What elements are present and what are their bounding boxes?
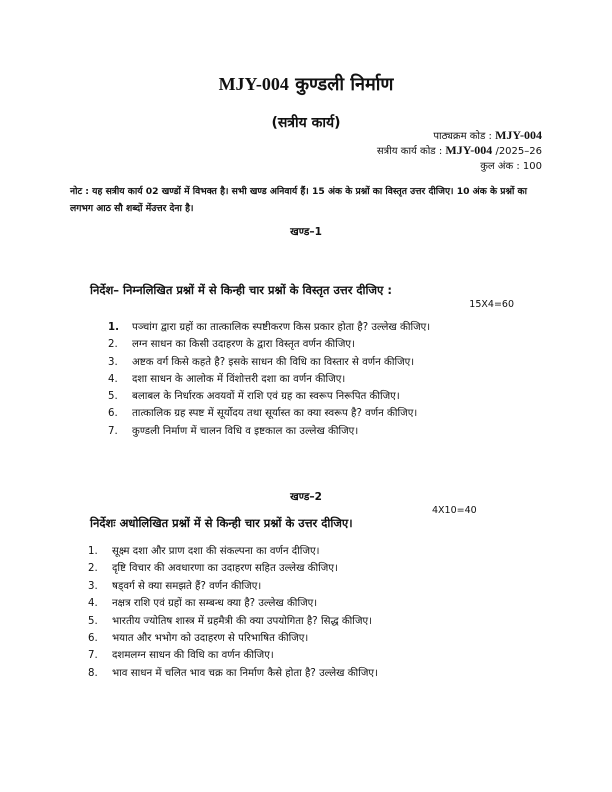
total-marks-value: 100 — [522, 161, 542, 172]
question-number: 3. — [88, 580, 98, 592]
question-text: षड्वर्ग से क्या समझते हैं? वर्णन कीजिए। — [112, 580, 262, 592]
page-title — [0, 72, 612, 96]
question-text: तात्कालिक ग्रह स्पष्ट में सूर्योदय तथा सूर्यास्त का क्या स्वरूप है? वर्णन कीजिए। — [132, 408, 418, 420]
course-code-line — [433, 128, 542, 143]
section-1-heading: खण्ड–1 — [290, 226, 322, 238]
question-number: 4. — [88, 598, 98, 610]
question-number: 7. — [108, 425, 118, 437]
question-text: नक्षत्र राशि एवं ग्रहों का सम्बन्ध क्या है? उल्लेख कीजिए। — [112, 598, 318, 610]
question-text: भाव साधन में चलित भाव चक्र का निर्माण कैसे होता है? उल्लेख कीजिए। — [112, 667, 378, 679]
question-text: कुण्डली निर्माण में चालन विधि व इष्टकाल का उल्लेख कीजिए। — [132, 425, 359, 437]
section-2-marks: 4X10=40 — [432, 505, 477, 516]
course-code-label: पाठ्यक्रम कोड : — [433, 131, 492, 142]
question-text: अष्टक वर्ग किसे कहते है? इसके साधन की विधि का विस्तार से वर्णन कीजिए। — [132, 356, 415, 368]
question-text: दृष्टि विचार की अवधारणा का उदाहरण सहित उल्लेख कीजिए। — [112, 563, 338, 575]
section-2-heading: खण्ड–2 — [290, 491, 322, 503]
page-subtitle: (सत्रीय कार्य) — [271, 115, 341, 131]
question-text: पञ्चांग द्वारा ग्रहों का तात्कालिक स्पष्टीकरण किस प्रकार होता है? उल्लेख कीजिए। — [132, 322, 431, 333]
question-number: 1. — [88, 546, 98, 557]
section-1-marks: 15X4=60 — [469, 299, 514, 310]
question-text: दशा साधन के आलोक में विंशोत्तरी दशा का वर्णन कीजिए। — [132, 373, 346, 385]
question-number: 6. — [88, 632, 98, 644]
assignment-code-line — [377, 143, 542, 158]
course-name-title: कुण्डली निर्माण — [295, 74, 394, 95]
question-number: 5. — [88, 615, 98, 627]
total-marks-label: कुल अंक : — [480, 161, 520, 172]
section-2-instruction: निर्देशः अधोलिखित प्रश्नों में से किन्ही चार प्रश्नों के उत्तर दीजिए। — [90, 516, 353, 530]
assignment-code-value: MJY-004 — [445, 143, 493, 157]
question-text: लग्न साधन का किसी उदाहरण के द्वारा विस्तृत वर्णन कीजिए। — [132, 339, 355, 351]
question-number: 3. — [108, 356, 118, 368]
question-text: बलाबल के निर्धारक अवयवों में राशि एवं ग्रह का स्वरूप निरूपित कीजिए। — [132, 391, 400, 403]
section-1-instruction: निर्देश– निम्नलिखित प्रश्नों में से किन्ही चार प्रश्नों के विस्तृत उत्तर दीजिए : — [90, 283, 392, 297]
question-number: 6. — [108, 408, 118, 420]
total-marks-line — [480, 158, 542, 172]
question-number: 7. — [88, 650, 98, 662]
instructions-note: नोट : यह सत्रीय कार्य 02 खण्डों में विभक्त है। सभी खण्ड अनिवार्य हैं। 15 अंक के प्रश्नों का विस्तृत उत्तर दीजिए। 10 अंक के प्रश्नों का लगभग आठ सौ शब्दों मेंउत्तर देना है। — [70, 186, 527, 214]
assignment-year: /2025–26 — [495, 146, 542, 157]
question-number: 8. — [88, 667, 98, 679]
question-number: 5. — [108, 391, 118, 403]
question-number: 2. — [88, 563, 98, 575]
question-number: 1. — [108, 322, 119, 333]
course-code-title: MJY-004 — [218, 74, 289, 94]
course-code-value: MJY-004 — [495, 128, 542, 142]
question-text: दशमलग्न साधन की विधि का वर्णन कीजिए। — [112, 650, 274, 662]
question-number: 2. — [108, 339, 118, 351]
question-text: भारतीय ज्योतिष शास्त्र में ग्रहमैत्री की क्या उपयोगिता है? सिद्ध कीजिए। — [112, 615, 372, 627]
question-text: भयात और भभोग को उदाहरण से परिभाषित कीजिए। — [112, 632, 309, 644]
question-text: सूक्ष्म दशा और प्राण दशा की संकल्पना का वर्णन दीजिए। — [112, 546, 320, 557]
assignment-code-label: सत्रीय कार्य कोड : — [376, 146, 443, 157]
question-number: 4. — [108, 373, 118, 385]
